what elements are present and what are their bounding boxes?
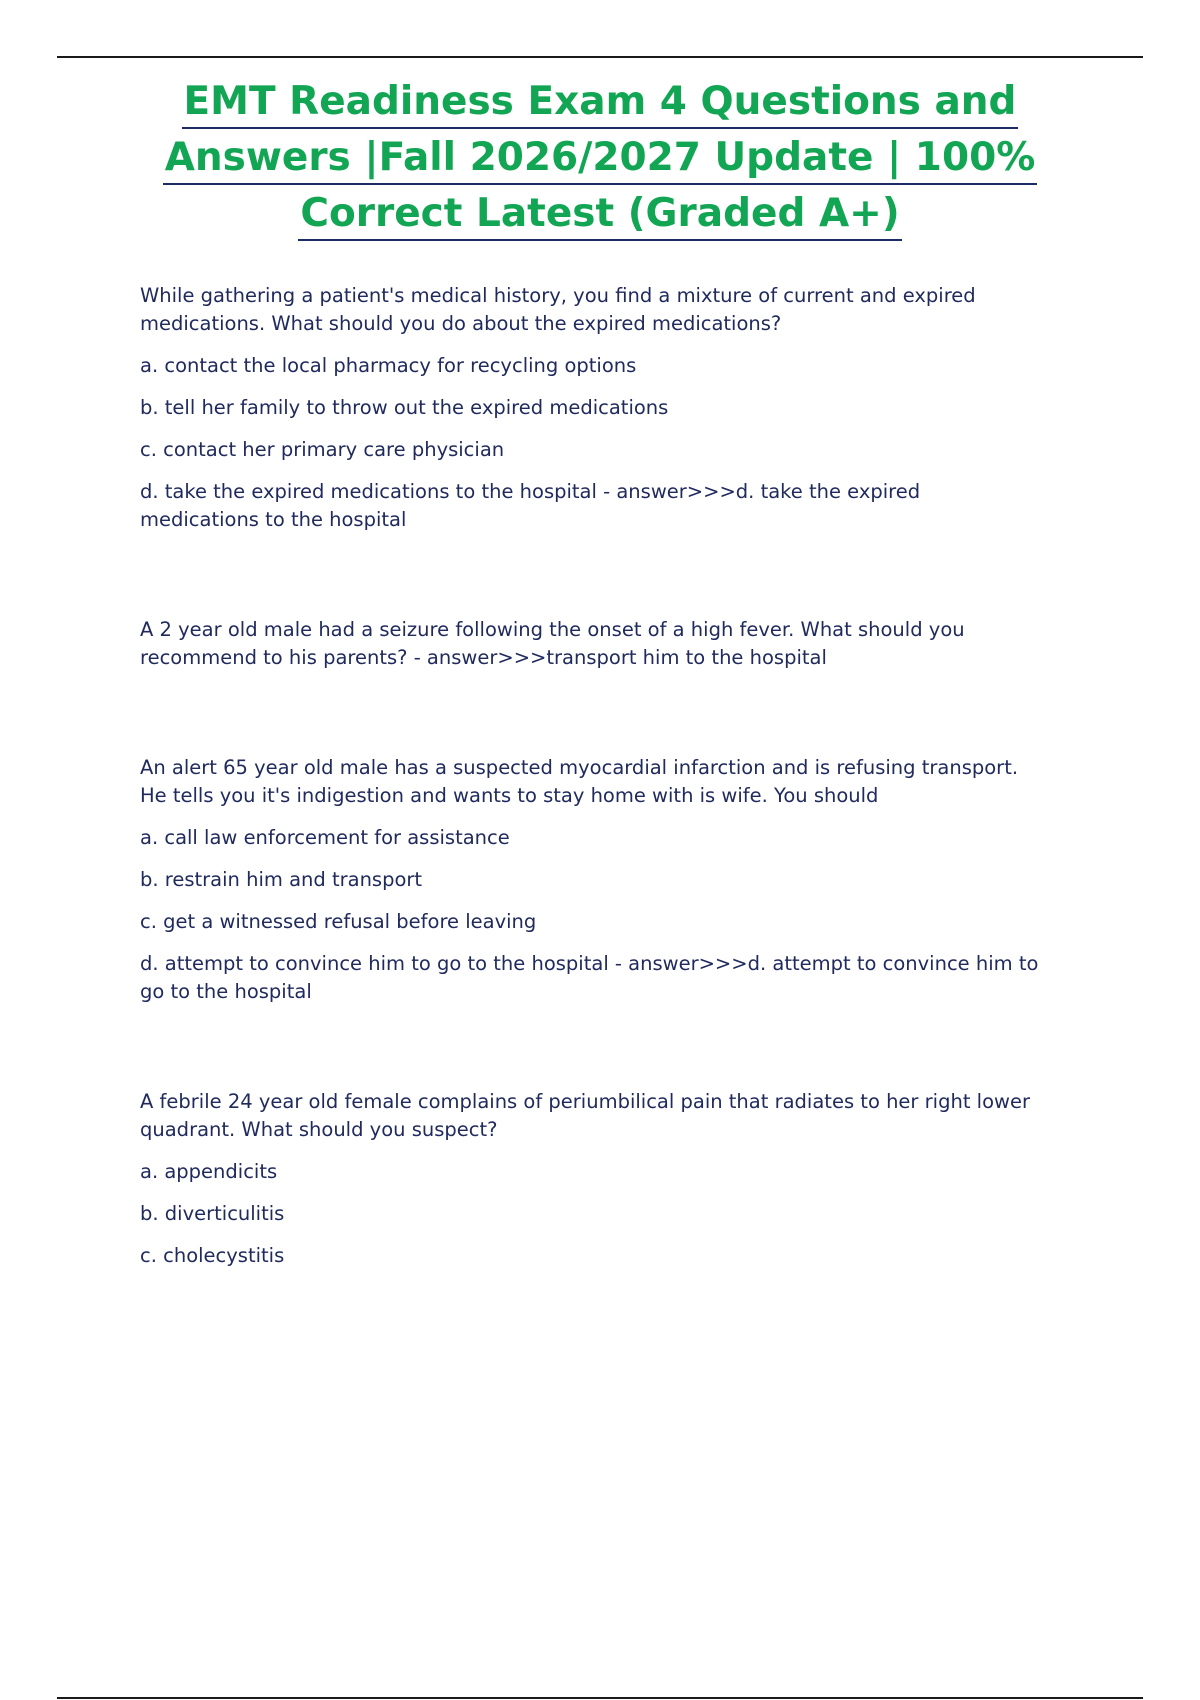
answer-option: b. diverticulitis bbox=[140, 1202, 285, 1225]
answer-option: a. contact the local pharmacy for recycling options bbox=[140, 354, 637, 377]
questions-list bbox=[140, 282, 1040, 1352]
title-line-1: EMT Readiness Exam 4 Questions and bbox=[182, 77, 1019, 129]
question-2 bbox=[140, 616, 1040, 672]
answer-option: c. cholecystitis bbox=[140, 1244, 285, 1267]
question-1 bbox=[140, 282, 1040, 534]
question-stem: A febrile 24 year old female complains of periumbilical pain that radiates to her right lower quadrant. What should you suspect? bbox=[140, 1090, 1030, 1141]
document-title bbox=[100, 74, 1100, 242]
question-3 bbox=[140, 754, 1040, 1006]
answer-option: a. appendicits bbox=[140, 1160, 278, 1183]
question-stem: An alert 65 year old male has a suspected myocardial infarction and is refusing transport. He tells you it's indigestion and wants to stay home with is wife. You should bbox=[140, 756, 1019, 807]
answer-option: a. call law enforcement for assistance bbox=[140, 826, 510, 849]
question-stem: A 2 year old male had a seizure following the onset of a high fever. What should you recommend to his parents? - answer>>>transport him to the hospital bbox=[140, 618, 965, 669]
answer-option: c. contact her primary care physician bbox=[140, 438, 505, 461]
question-stem: While gathering a patient's medical history, you find a mixture of current and expired medications. What should you do about the expired medications? bbox=[140, 284, 976, 335]
title-line-3: Correct Latest (Graded A+) bbox=[298, 189, 901, 241]
title-line-2: Answers |Fall 2026/2027 Update | 100% bbox=[163, 133, 1038, 185]
top-rule bbox=[57, 56, 1143, 58]
question-4 bbox=[140, 1088, 1040, 1270]
answer-option: b. restrain him and transport bbox=[140, 868, 423, 891]
bottom-rule bbox=[57, 1697, 1143, 1699]
answer-option: c. get a witnessed refusal before leaving bbox=[140, 910, 537, 933]
answer-option: d. take the expired medications to the hospital - answer>>>d. take the expired medications to the hospital bbox=[140, 480, 921, 531]
answer-option: d. attempt to convince him to go to the hospital - answer>>>d. attempt to convince him to go to the hospital bbox=[140, 952, 1039, 1003]
answer-option: b. tell her family to throw out the expired medications bbox=[140, 396, 669, 419]
